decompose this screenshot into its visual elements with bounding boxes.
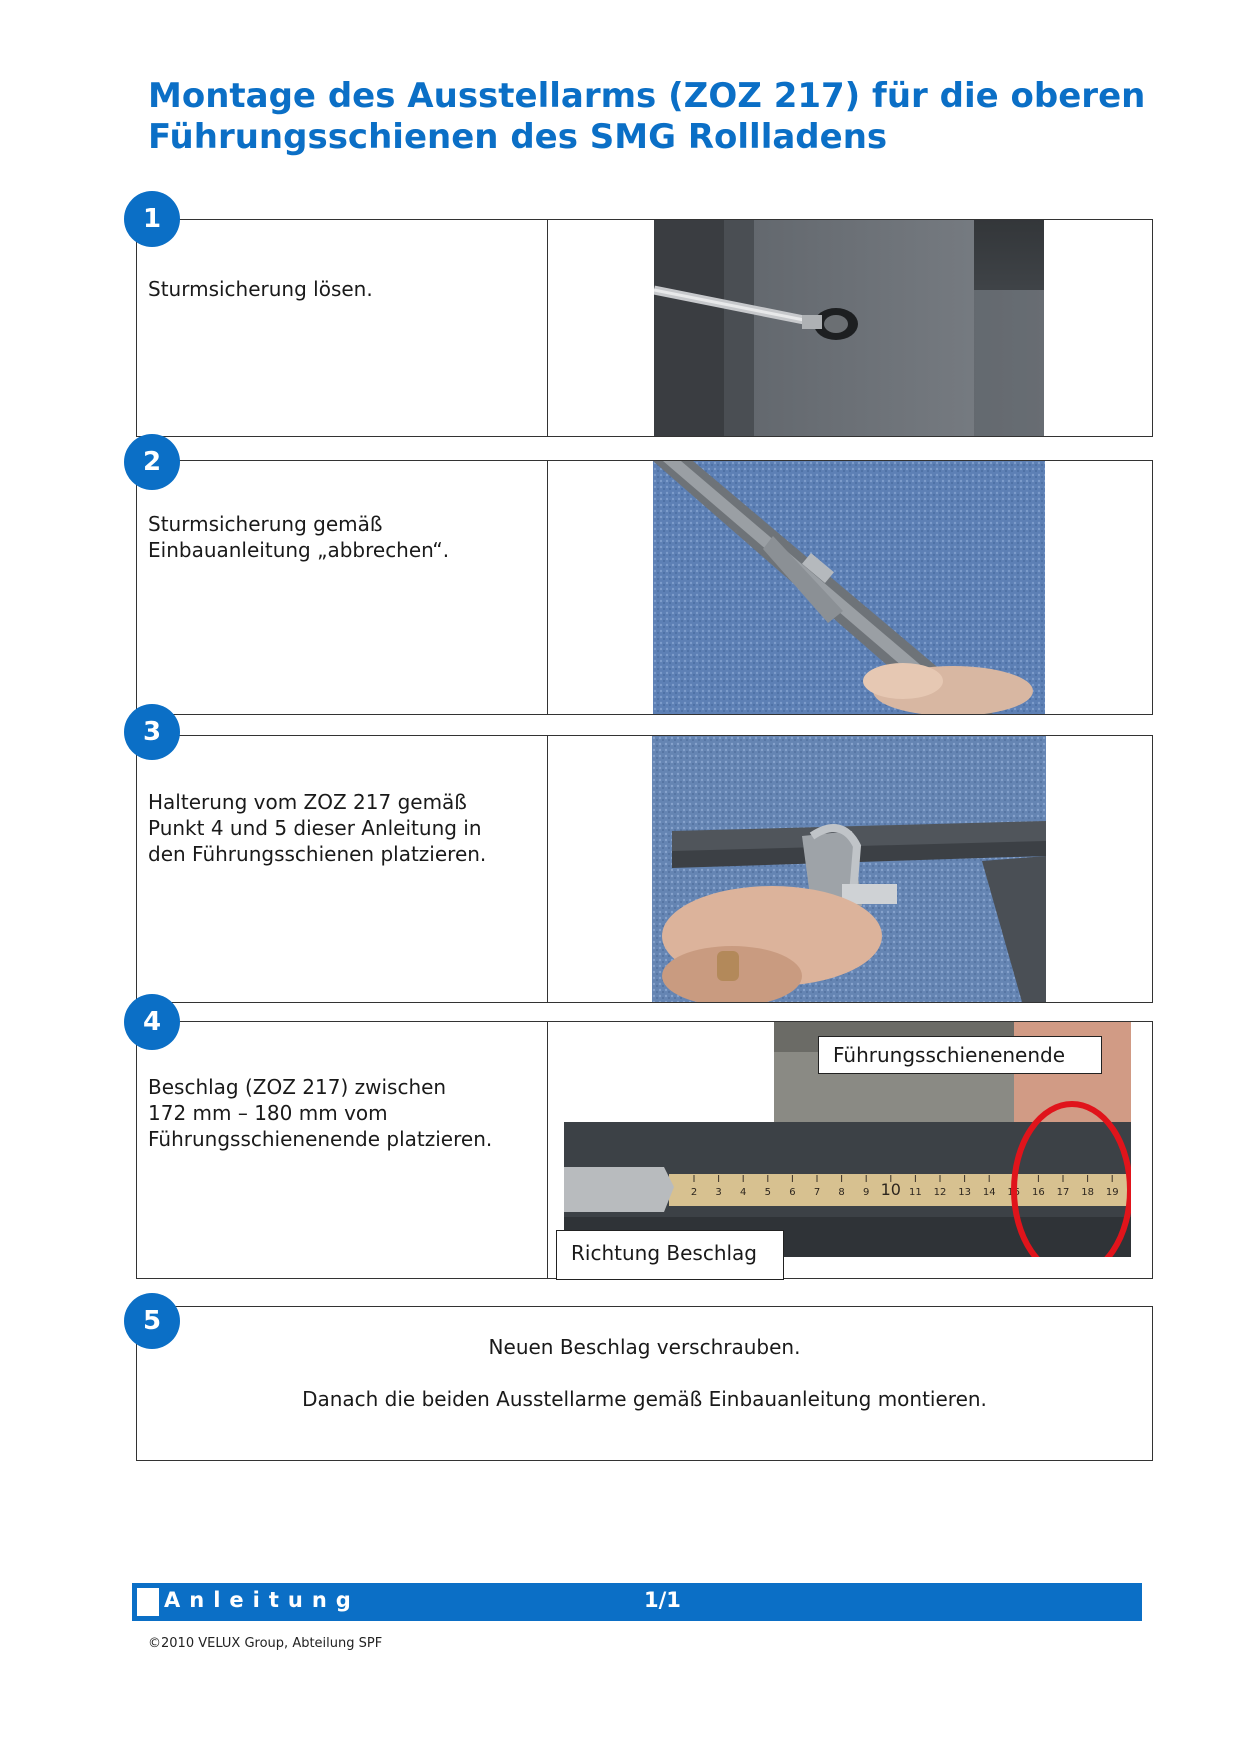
step-3-text-cell [137,736,548,1002]
step-2-photo [653,461,1045,714]
step-3-badge: 3 [124,704,180,760]
step-4 [136,1021,1153,1279]
ruler-tick-label: 7 [813,1187,821,1198]
step-1-badge: 1 [124,191,180,247]
step-4-text-cell [137,1022,548,1278]
ruler-tick-label: 12 [933,1187,947,1198]
ruler-tick-label: 6 [789,1187,796,1198]
ruler-tick-label: 11 [909,1187,922,1198]
ruler-tick-label: 8 [838,1187,845,1198]
step-1-text-cell [137,220,548,436]
step-1 [136,219,1153,437]
step-3-text: Halterung vom ZOZ 217 gemäß Punkt 4 und 5 dieser Anleitung in den Führungsschienen platzieren. [148,790,487,866]
step-4-callout-direction: Richtung Beschlag [556,1230,784,1280]
footer-label: Anleitung [164,1588,360,1612]
step-1-photo [654,220,1044,436]
step-3 [136,735,1153,1003]
step-3-photo [652,736,1046,1002]
ruler-tick-label: 18 [1081,1187,1094,1198]
ruler-tick-label: 9 [863,1187,870,1198]
footer-bar [132,1583,1142,1621]
step-5-line-2: Danach die beiden Ausstellarme gemäß Einbauanleitung montieren. [302,1387,987,1411]
page-title: Montage des Ausstellarms (ZOZ 217) für die oberen Führungsschienen des SMG Rollladens [148,76,1146,157]
ruler-tick-label: 14 [982,1187,996,1198]
step-1-text: Sturmsicherung lösen. [148,277,373,301]
ruler-tick-label: 19 [1105,1187,1119,1198]
ruler-tick-label: 4 [740,1187,747,1198]
step-5 [136,1306,1153,1461]
step-2-text: Sturmsicherung gemäß Einbauanleitung „abbrechen“. [148,512,450,562]
ruler-tick-label: 5 [764,1187,771,1198]
page-number: 1/1 [644,1588,681,1612]
step-5-line-1: Neuen Beschlag verschrauben. [488,1335,801,1359]
step-5-badge: 5 [124,1293,180,1349]
ruler-tick-label: 16 [1032,1187,1045,1198]
ruler-tick-label: 2 [690,1187,698,1198]
footer-marker [137,1588,159,1616]
ruler-tick-label: 17 [1056,1187,1070,1198]
step-4-callout-end: Führungsschienenende [818,1036,1102,1074]
step-2 [136,460,1153,715]
ruler-tick-label: 3 [715,1187,722,1198]
step-2-badge: 2 [124,434,180,490]
ruler-tick-label: 10 [880,1180,901,1199]
step-4-text: Beschlag (ZOZ 217) zwischen 172 mm – 180 mm vom Führungsschienenende platzieren. [148,1075,493,1151]
copyright: ©2010 VELUX Group, Abteilung SPF [148,1636,383,1651]
step-4-badge: 4 [124,994,180,1050]
ruler-tick-label: 15 [1007,1187,1021,1198]
step-2-text-cell [137,461,548,714]
ruler-tick-label: 13 [958,1187,971,1198]
